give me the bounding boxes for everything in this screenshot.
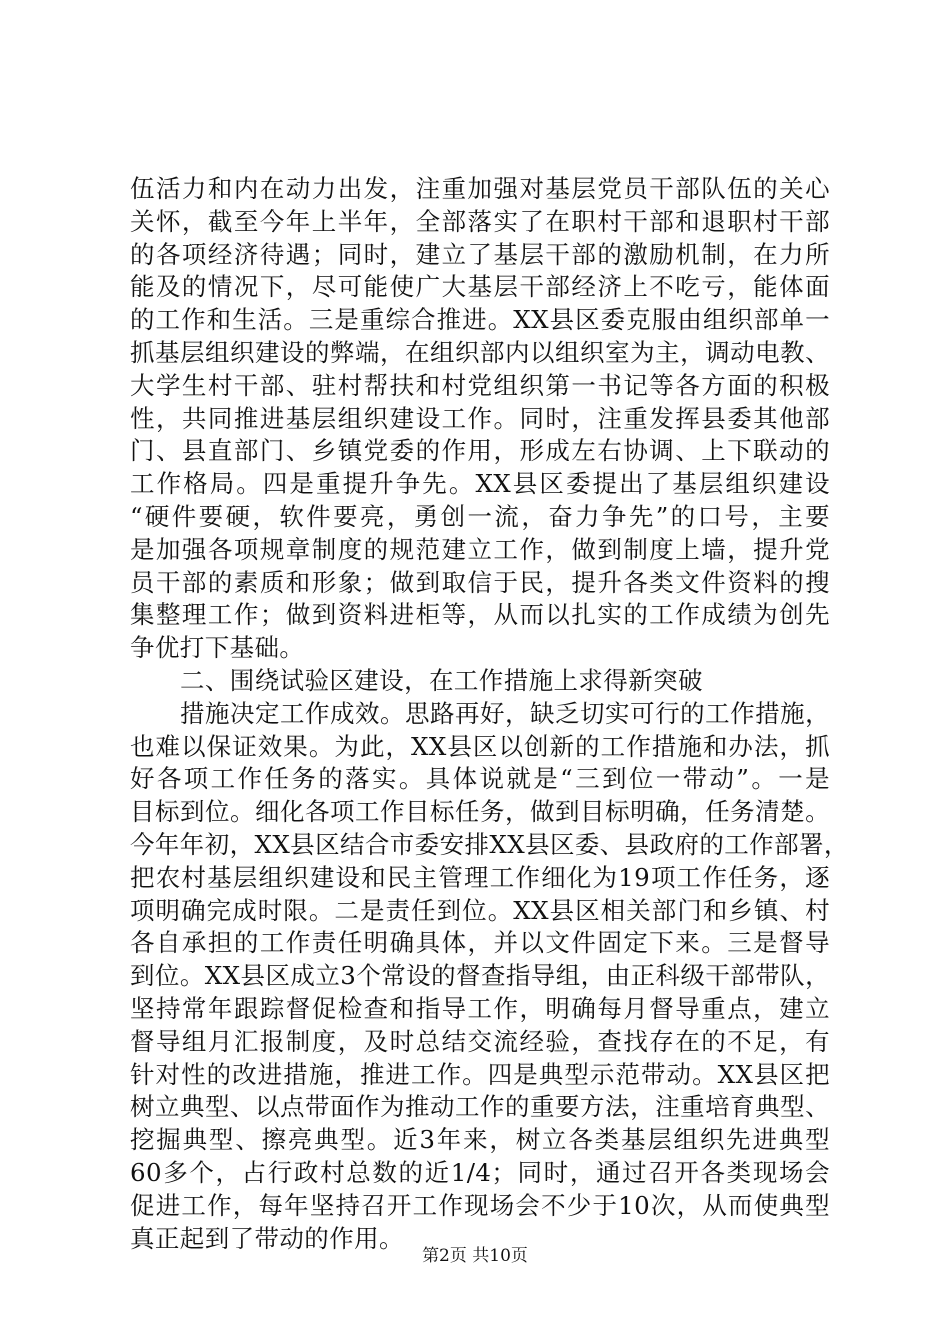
text-line: 各自承担的工作责任明确具体，并以文件固定下来。三是督导 <box>130 928 830 958</box>
text-line: 也难以保证效果。为此，XX县区以创新的工作措施和办法，抓 <box>130 731 830 761</box>
text-line: 好各项工作任务的落实。具体说就是“三到位一带动”。一是 <box>130 764 830 794</box>
text-line: 督导组月汇报制度，及时总结交流经验，查找存在的不足，有 <box>130 1026 830 1056</box>
text-line: 关怀，截至今年上半年，全部落实了在职村干部和退职村干部 <box>130 206 830 236</box>
text-line: 的各项经济待遇；同时，建立了基层干部的激励机制，在力所 <box>130 239 830 269</box>
text-line: 树立典型、以点带面作为推动工作的重要方法，注重培育典型、 <box>130 1092 830 1122</box>
text-line: 目标到位。细化各项工作目标任务，做到目标明确，任务清楚。 <box>130 797 830 827</box>
text-line: 促进工作，每年坚持召开工作现场会不少于10次，从而使典型 <box>130 1190 830 1220</box>
paragraph-end-line: 真正起到了带动的作用。 <box>130 1223 404 1253</box>
text-line: 门、县直部门、乡镇党委的作用，形成左右协调、上下联动的 <box>130 436 830 466</box>
page-number-footer: 第2页 共10页 <box>422 1246 528 1266</box>
text-line: 针对性的改进措施，推进工作。四是典型示范带动。XX县区把 <box>130 1059 830 1089</box>
text-line: 能及的情况下，尽可能使广大基层干部经济上不吃亏，能体面 <box>130 272 830 302</box>
text-line: 大学生村干部、驻村帮扶和村党组织第一书记等各方面的积极 <box>130 370 830 400</box>
text-line: 到位。XX县区成立3个常设的督查指导组，由正科级干部带队， <box>130 961 830 991</box>
section-heading: 二、围绕试验区建设，在工作措施上求得新突破 <box>180 665 703 695</box>
text-line: 坚持常年跟踪督促检查和指导工作，明确每月督导重点，建立 <box>130 993 830 1023</box>
text-line: 伍活力和内在动力出发，注重加强对基层党员干部队伍的关心 <box>130 174 830 203</box>
document-body <box>130 173 849 1255</box>
paragraph-end-line: 争优打下基础。 <box>130 633 305 663</box>
text-line: 是加强各项规章制度的规范建立工作，做到制度上墙，提升党 <box>130 534 830 564</box>
text-line: 抓基层组织建设的弊端，在组织部内以组织室为主，调动电教、 <box>130 337 830 367</box>
text-line: 集整理工作；做到资料进柜等，从而以扎实的工作成绩为创先 <box>130 600 830 630</box>
text-line: 性，共同推进基层组织建设工作。同时，注重发挥县委其他部 <box>130 403 830 433</box>
text-line: 员干部的素质和形象；做到取信于民，提升各类文件资料的搜 <box>130 567 830 597</box>
text-line: 工作格局。四是重提升争先。XX县区委提出了基层组织建设 <box>130 469 830 499</box>
text-line: 把农村基层组织建设和民主管理工作细化为19项工作任务，逐 <box>130 862 830 892</box>
text-line: 挖掘典型、擦亮典型。近3年来，树立各类基层组织先进典型 <box>130 1125 830 1155</box>
text-line: “硬件要硬，软件要亮，勇创一流，奋力争先”的口号，主要 <box>130 501 830 531</box>
paragraph-first-line: 措施决定工作成效。思路再好，缺乏切实可行的工作措施， <box>180 698 830 728</box>
text-line: 项明确完成时限。二是责任到位。XX县区相关部门和乡镇、村 <box>130 895 830 925</box>
text-line: 的工作和生活。三是重综合推进。XX县区委克服由组织部单一 <box>130 305 830 335</box>
text-line: 60多个，占行政村总数的近1/4；同时，通过召开各类现场会 <box>130 1157 830 1187</box>
text-line: 今年年初，XX县区结合市委安排XX县区委、县政府的工作部署， <box>130 829 849 859</box>
